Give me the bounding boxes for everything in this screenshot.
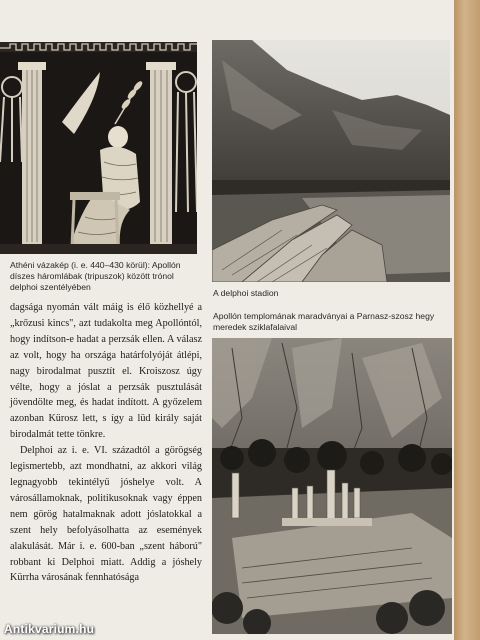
vase-caption: Athéni vázakép (i. e. 440–430 körül): Apollón díszes háromlábak (tripuszok) között trónol delphoi szentélyében <box>10 260 181 292</box>
page-edge <box>454 0 480 640</box>
paragraph-1: dagsága nyomán vált máig is élő közhellyé a „krőzusi kincs", azt tudakolta meg Apollóntól, hogy indítson-e hadat a perzsák ellen. A válasz az volt, hogy ha országa határfolyóját átlépi, nagy birodalmat pusztít el. Kroiszosz úgy vélte, hogy a jóslat a perzsák pusztulását jövendölte meg, és hadat indított. A győzelem azonban Kürosz lett, s így a lüd király saját birodalmát tette tönkre. <box>10 302 202 441</box>
article-body <box>10 300 202 586</box>
temple-caption: Apollón templomának maradványai a Parnasz-szosz hegy meredek sziklafalaival <box>213 311 435 332</box>
temple-photo <box>212 338 452 634</box>
watermark-logo: Antikvarium.hu <box>4 622 95 636</box>
vase-painting-image <box>0 42 197 254</box>
paragraph-2: Delphoi az i. e. VI. századtól a görögség legismertebb, azt mondhatni, az akkori világ legnagyobb tekintélyű jóshelye volt. A városállamoknak, politikusoknak vagy éppen nem görög hatalmaknak adott jóslatokkal a szent hely befolyásolhatta az események alakulását. Már i. e. 600-ban „szent háború" robbant ki Delphoi miatt. Addig a jóshely Kürrha városának fennhatósága <box>10 445 202 584</box>
stadion-caption: A delphoi stadion <box>213 288 279 298</box>
stadion-photo <box>212 40 450 282</box>
